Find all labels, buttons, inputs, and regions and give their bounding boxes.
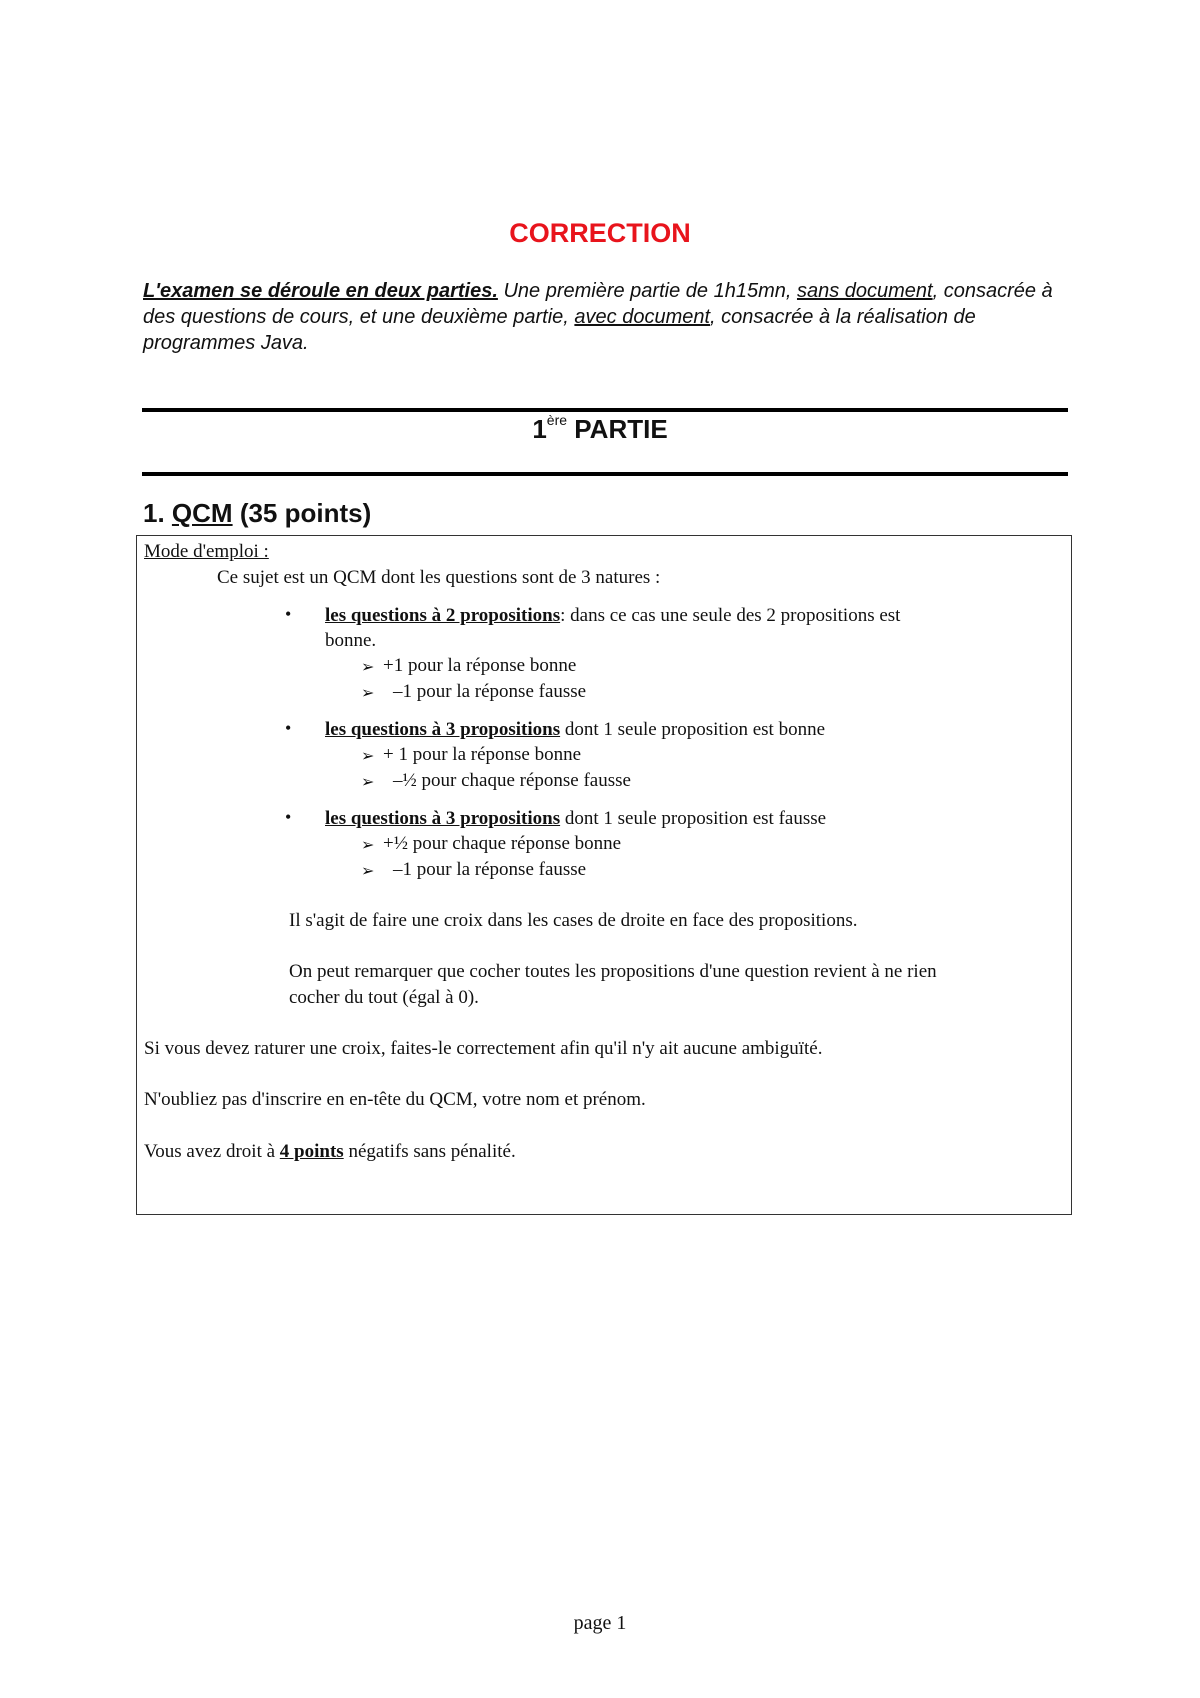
item-1-sub-1: +1 pour la réponse bonne [383,655,577,676]
section-number: 1. [143,498,172,528]
part-number: 1 [532,414,547,444]
intro-avec-document: avec document [574,306,711,328]
item-2-head: les questions à 3 propositions [325,719,561,740]
item-2-sub-2: –½ pour chaque réponse fausse [393,770,631,791]
item-1-sub-2: –1 pour la réponse fausse [393,681,587,702]
intro-text-1: Une première partie de 1h15mn, [497,280,797,302]
paragraph-croix: Il s'agit de faire une croix dans les cases de droite en face des propositions. [289,910,858,931]
bullet-3: • [285,807,292,827]
part-superscript: ère [546,412,568,429]
arrow-icon: ➢ [361,748,375,765]
bullet-1: • [285,604,292,624]
item-2-text [325,718,825,742]
points-text-2: négatifs sans pénalité. [343,1141,516,1162]
mode-emploi-label: Mode d'emploi : [144,541,269,562]
intro-text-2: , consacrée à des questions de cours, et une deuxième partie, [143,280,1053,328]
item-2-sub-1: + 1 pour la réponse bonne [383,744,582,765]
item-3-text [325,807,826,831]
item-3-rest: dont 1 seule proposition est fausse [560,808,827,829]
item-1-rest-2: bonne. [325,630,377,651]
intro-sans-document: sans document [796,280,933,302]
intro-text-3: , consacrée à la réalisation de programmes Java. [143,306,976,354]
part-heading [0,414,1200,445]
page-number: page 1 [573,1612,627,1634]
bullet-2: • [285,718,292,738]
item-3-sub-1: +½ pour chaque réponse bonne [383,833,622,854]
page-title: CORRECTION [509,218,691,248]
box-intro: Ce sujet est un QCM dont les questions sont de 3 natures : [217,567,661,588]
item-1-text [325,604,900,628]
paragraph-en-tete: N'oubliez pas d'inscrire en en-tête du QCM, votre nom et prénom. [144,1089,646,1110]
part-label: PARTIE [567,414,668,444]
arrow-icon: ➢ [361,837,375,854]
item-1-head: les questions à 2 propositions [325,605,561,626]
arrow-icon: ➢ [361,659,375,676]
item-2-rest: dont 1 seule proposition est bonne [560,719,826,740]
points-text-1: Vous avez droit à [144,1141,280,1162]
item-3-sub-2: –1 pour la réponse fausse [393,859,587,880]
section-label: QCM [171,498,233,528]
paragraph-raturer: Si vous devez raturer une croix, faites-le correctement afin qu'il n'y ait aucune ambiguïté. [144,1038,823,1059]
intro-lead: L'examen se déroule en deux parties. [143,280,498,302]
item-1-rest: : dans ce cas une seule des 2 propositions est [560,605,901,626]
intro-paragraph [143,278,1083,356]
arrow-icon: ➢ [361,863,375,880]
divider-bottom [142,472,1068,476]
arrow-icon: ➢ [361,685,375,702]
instructions-box [136,535,1072,1215]
paragraph-points [144,1140,516,1164]
item-3-head: les questions à 3 propositions [325,808,561,829]
divider-top [142,408,1068,412]
section-heading-qcm [143,498,371,529]
section-points: (35 points) [232,498,372,528]
points-value: 4 points [279,1141,344,1162]
arrow-icon: ➢ [361,774,375,791]
paragraph-cocher-2: cocher du tout (égal à 0). [289,987,479,1008]
paragraph-cocher-1: On peut remarquer que cocher toutes les propositions d'une question revient à ne rien [289,961,937,982]
